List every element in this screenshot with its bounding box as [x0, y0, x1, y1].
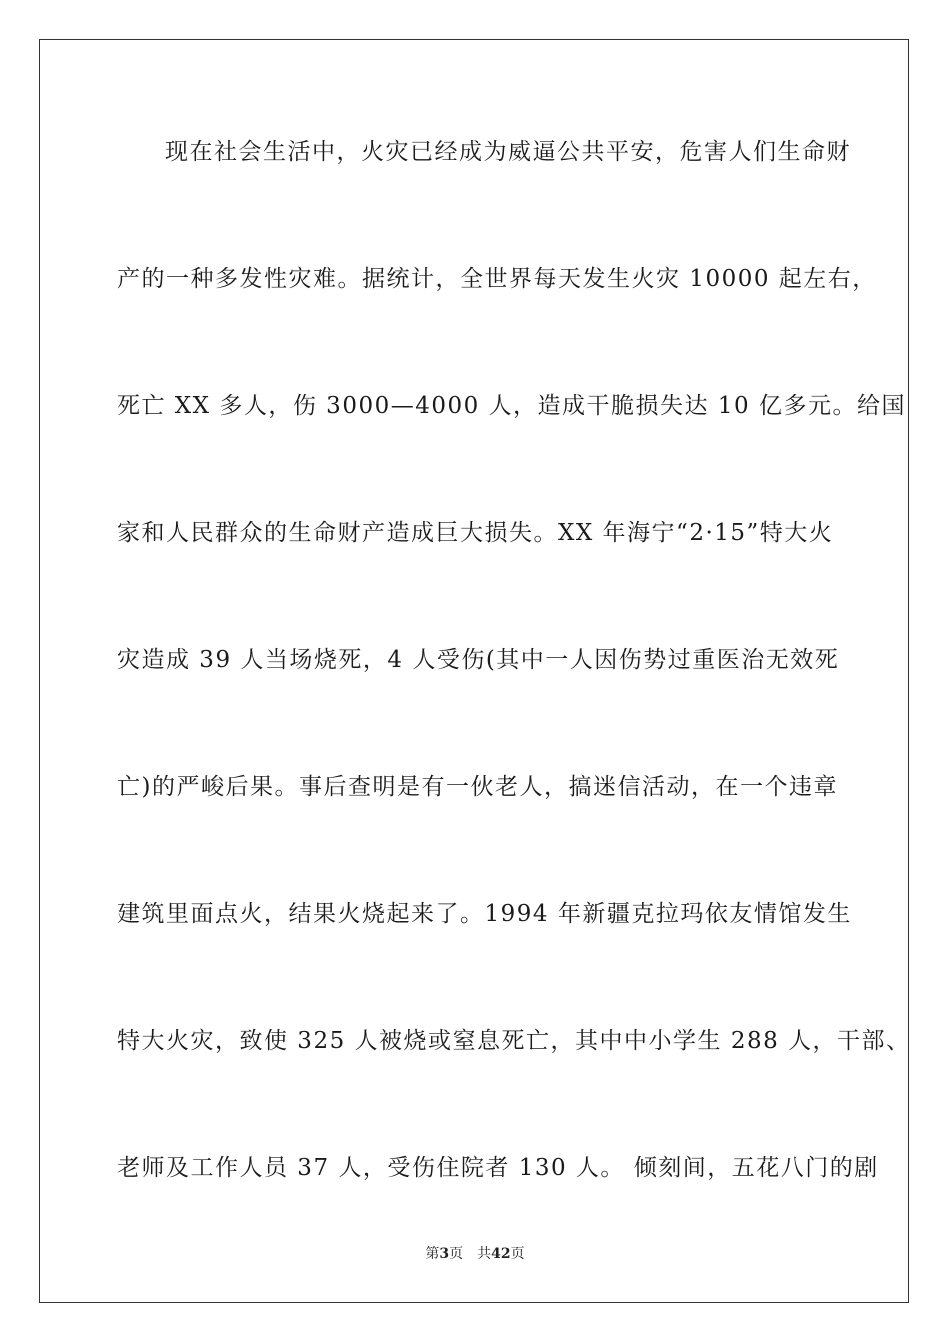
page-prefix: 第	[425, 1246, 440, 1262]
paragraph-line-5: 灾造成 39 人当场烧死，4 人受伤(其中一人因伤势过重医治无效死	[117, 647, 840, 673]
paragraph-line-7: 建筑里面点火，结果火烧起来了。1994 年新疆克拉玛依友情馆发生	[117, 901, 852, 927]
paragraph-line-4: 家和人民群众的生命财产造成巨大损失。XX 年海宁“2·15”特大火	[117, 520, 834, 546]
paragraph-line-8: 特大火灾，致使 325 人被烧或窒息死亡，其中中小学生 288 人，干部、	[117, 1028, 911, 1054]
paragraph-line-2: 产的一种多发性灾难。据统计，全世界每天发生火灾 10000 起左右，	[117, 266, 877, 292]
total-suffix: 页	[510, 1246, 525, 1262]
total-pages: 42	[491, 1246, 511, 1262]
page-number: 3	[439, 1246, 450, 1262]
total-prefix: 共	[477, 1246, 492, 1262]
paragraph-line-1: 现在社会生活中，火灾已经成为威逼公共平安，危害人们生命财	[165, 139, 851, 165]
page-suffix: 页	[449, 1246, 464, 1262]
paragraph-line-6: 亡)的严峻后果。事后查明是有一伙老人，搞迷信活动，在一个违章	[117, 774, 838, 800]
paragraph-line-3: 死亡 XX 多人，伤 3000—4000 人，造成干脆损失达 10 亿多元。给国	[117, 393, 906, 419]
paragraph-line-9: 老师及工作人员 37 人，受伤住院者 130 人。 倾刻间，五花八门的剧	[117, 1155, 879, 1181]
page-footer	[0, 1244, 950, 1264]
